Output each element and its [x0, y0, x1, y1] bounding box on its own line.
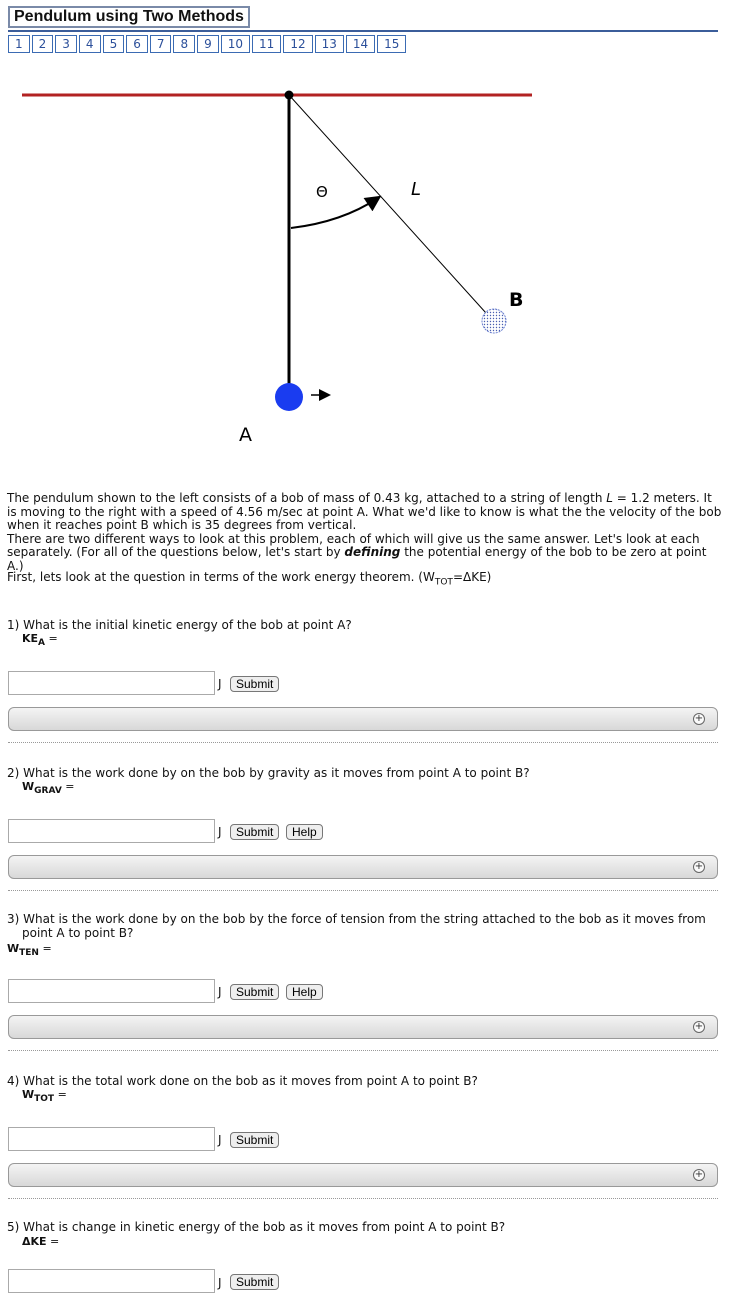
question-3-label: $W_{TEN}$ = [7, 942, 52, 959]
work-energy-intro: First, lets look at the question in terms of the work energy theorem. $(W_{TOT}=\Delta KE)$ [7, 570, 492, 588]
title-divider [8, 30, 718, 32]
unit-label-5: J [218, 1276, 222, 1290]
answer-input-4[interactable] [8, 1127, 215, 1151]
page-link-7[interactable]: 7 [150, 35, 172, 53]
question-4-label: $W_{TOT}$ = [22, 1088, 67, 1105]
page-navigation [8, 35, 406, 53]
answer-input-5[interactable] [8, 1269, 215, 1293]
question-divider [8, 1050, 718, 1051]
answer-input-2[interactable] [8, 819, 215, 843]
problem-description [7, 492, 722, 574]
bob-position-b [482, 309, 506, 333]
page-link-6[interactable]: 6 [126, 35, 148, 53]
point-b-label: B [509, 289, 524, 311]
page-link-11[interactable]: 11 [252, 35, 281, 53]
help-button-3[interactable]: Help [286, 984, 323, 1000]
angle-arc-arrow [291, 198, 378, 228]
feedback-panel-1[interactable] [8, 707, 718, 731]
question-3-text: 3) What is the work done by on the bob by the force of tension from the string attached to the bob as it moves from point A to point B? [7, 912, 706, 940]
expand-icon[interactable]: + [694, 1021, 704, 1032]
length-label: L [411, 179, 422, 200]
expand-icon[interactable]: + [694, 861, 704, 872]
submit-button-5[interactable]: Submit [230, 1274, 279, 1290]
question-divider [8, 1198, 718, 1199]
unit-label-2: J [218, 825, 222, 839]
question-divider [8, 890, 718, 891]
expand-icon[interactable]: + [694, 713, 704, 724]
bob-position-a [275, 383, 303, 411]
submit-button-1[interactable]: Submit [230, 676, 279, 692]
unit-label-4: J [218, 1133, 222, 1147]
feedback-panel-3[interactable] [8, 1015, 718, 1039]
page-link-13[interactable]: 13 [315, 35, 344, 53]
page-link-14[interactable]: 14 [346, 35, 375, 53]
question-1-text: 1) What is the initial kinetic energy of the bob at point A? [7, 618, 352, 632]
question-1-label: $KE_A$ = [22, 632, 58, 649]
theta-label: Θ [316, 183, 328, 201]
intro-paragraph-2: There are two different ways to look at this problem, each of which will give us the same answer. Let's look at each separately. (For all of the questions below, let's start by defining the potential energy of the bob to be zero at point A.) [7, 531, 707, 573]
question-5-text: 5) What is change in kinetic energy of the bob as it moves from point A to point B? [7, 1220, 506, 1234]
question-divider [8, 742, 718, 743]
page-link-5[interactable]: 5 [103, 35, 125, 53]
submit-button-2[interactable]: Submit [230, 824, 279, 840]
submit-button-4[interactable]: Submit [230, 1132, 279, 1148]
intro-paragraph-1: The pendulum shown to the left consists of a bob of mass of 0.43 kg, attached to a string of length L = 1.2 meters. It is moving to the right with a speed of 4.56 m/sec at point A. What we'd like to know is what the the velocity of the bob when it reaches point B which is 35 degrees from vertical. [7, 491, 722, 533]
page-link-9[interactable]: 9 [197, 35, 219, 53]
page-link-15[interactable]: 15 [377, 35, 406, 53]
page-link-4[interactable]: 4 [79, 35, 101, 53]
page-link-8[interactable]: 8 [173, 35, 195, 53]
page-title: Pendulum using Two Methods [8, 6, 250, 28]
page-link-12[interactable]: 12 [283, 35, 312, 53]
page-link-10[interactable]: 10 [221, 35, 250, 53]
pendulum-diagram [0, 80, 736, 460]
unit-label-1: J [218, 677, 222, 691]
submit-button-3[interactable]: Submit [230, 984, 279, 1000]
angled-string [289, 95, 486, 313]
question-5-label: ΔKE = [22, 1235, 60, 1248]
feedback-panel-4[interactable] [8, 1163, 718, 1187]
pivot-point [285, 91, 294, 100]
point-a-label: A [239, 424, 252, 446]
page-link-2[interactable]: 2 [32, 35, 54, 53]
help-button-2[interactable]: Help [286, 824, 323, 840]
expand-icon[interactable]: + [694, 1169, 704, 1180]
answer-input-3[interactable] [8, 979, 215, 1003]
page-link-1[interactable]: 1 [8, 35, 30, 53]
unit-label-3: J [218, 985, 222, 999]
question-2-label: $W_{GRAV}$ = [22, 780, 75, 797]
feedback-panel-2[interactable] [8, 855, 718, 879]
page-link-3[interactable]: 3 [55, 35, 77, 53]
question-4-text: 4) What is the total work done on the bob as it moves from point A to point B? [7, 1074, 478, 1088]
answer-input-1[interactable] [8, 671, 215, 695]
question-2-text: 2) What is the work done by on the bob by gravity as it moves from point A to point B? [7, 766, 530, 780]
